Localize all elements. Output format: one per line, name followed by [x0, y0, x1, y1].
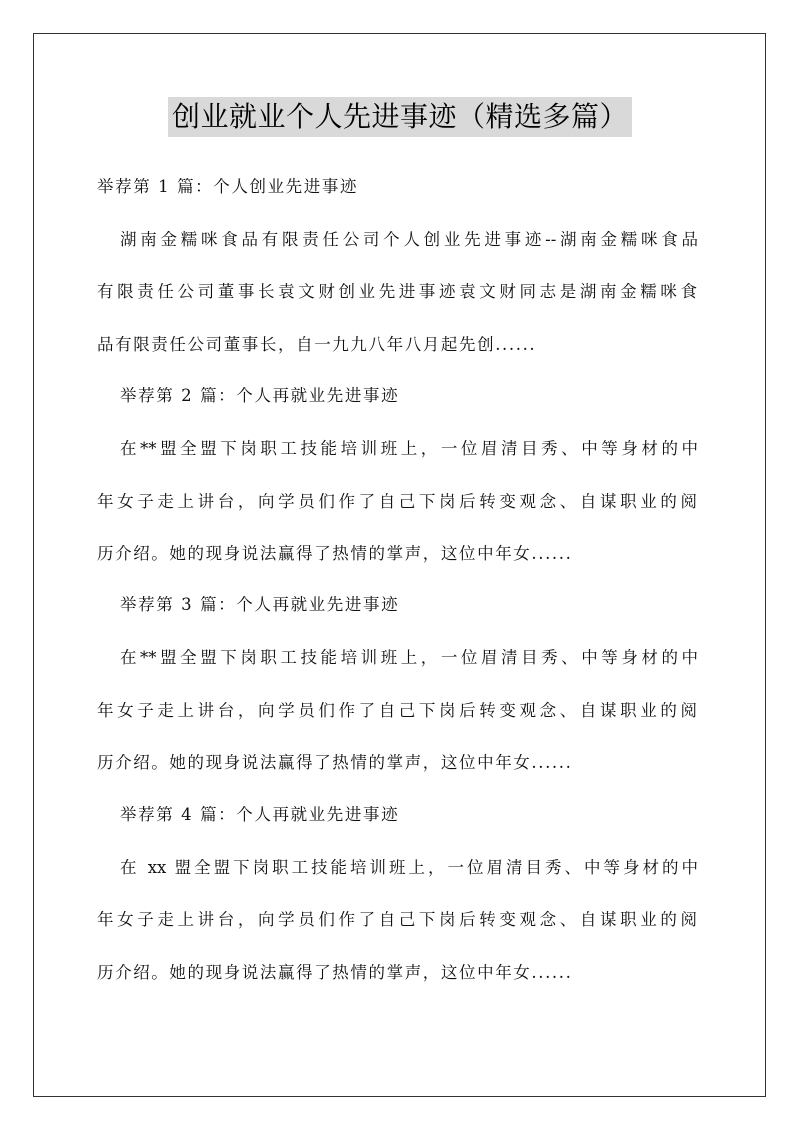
section-4-line-2: 年女子走上讲台，向学员们作了自己下岗后转变观念、自谋职业的阅: [97, 910, 697, 929]
section-3-line-2: 年女子走上讲台，向学员们作了自己下岗后转变观念、自谋职业的阅: [97, 701, 697, 720]
document-title: 创业就业个人先进事迹（精选多篇）: [168, 97, 632, 137]
section-1-line-2: 有限责任公司董事长袁文财创业先进事迹袁文财同志是湖南金糯咪食: [97, 282, 697, 301]
section-2-line-1: 在**盟全盟下岗职工技能培训班上，一位眉清目秀、中等身材的中: [120, 439, 698, 458]
section-4-line-1: 在 xx 盟全盟下岗职工技能培训班上，一位眉清目秀、中等身材的中: [120, 858, 698, 877]
section-3-line-3: 历介绍。她的现身说法赢得了热情的掌声，这位中年女......: [97, 753, 573, 772]
section-3-heading: 举荐第 3 篇：个人再就业先进事迹: [120, 595, 400, 614]
section-2-line-3: 历介绍。她的现身说法赢得了热情的掌声，这位中年女......: [97, 544, 573, 563]
section-2-heading: 举荐第 2 篇：个人再就业先进事迹: [120, 386, 400, 405]
section-4-line-3: 历介绍。她的现身说法赢得了热情的掌声，这位中年女......: [97, 963, 573, 982]
title-wrap: [0, 97, 800, 137]
section-1-line-3: 品有限责任公司董事长，自一九九八年八月起先创......: [97, 335, 537, 354]
section-3-line-1: 在**盟全盟下岗职工技能培训班上，一位眉清目秀、中等身材的中: [120, 648, 698, 667]
section-1-heading: 举荐第 1 篇：个人创业先进事迹: [97, 177, 359, 196]
section-4-heading: 举荐第 4 篇：个人再就业先进事迹: [120, 805, 400, 824]
section-1-line-1: 湖南金糯咪食品有限责任公司个人创业先进事迹--湖南金糯咪食品: [120, 230, 698, 249]
section-2-line-2: 年女子走上讲台，向学员们作了自己下岗后转变观念、自谋职业的阅: [97, 492, 697, 511]
